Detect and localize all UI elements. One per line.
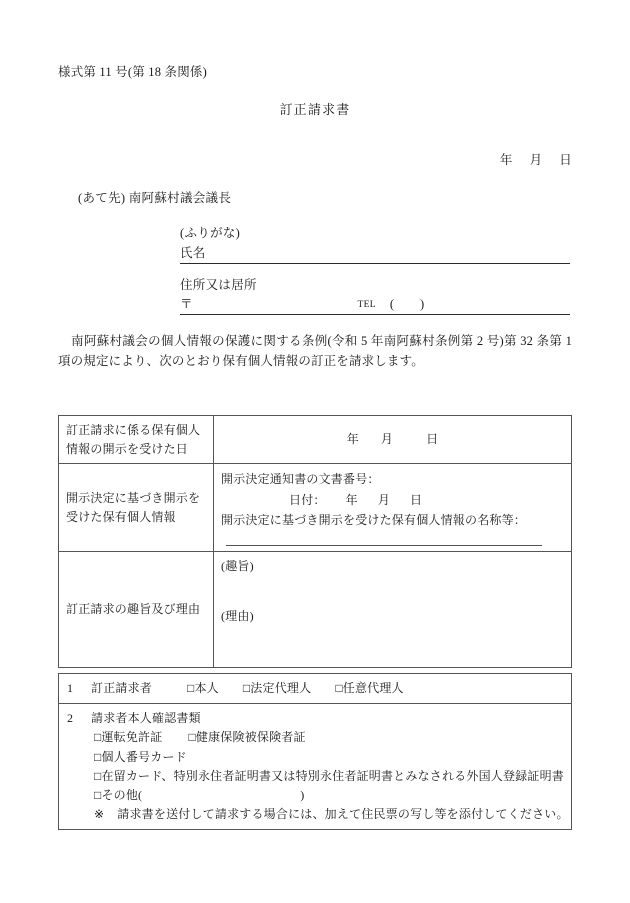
date-line bbox=[0, 150, 572, 168]
identity-documents-cell bbox=[59, 704, 572, 830]
disclosure-date-label: 訂正請求に係る保有個人情報の開示を受けた日 bbox=[59, 416, 214, 464]
postal-code-symbol: 〒 bbox=[180, 297, 193, 311]
checkbox-residence-card[interactable]: □在留カード、特別永住者証明書又は特別永住者証明書とみなされる外国人登録証明書 bbox=[94, 768, 564, 783]
disclosed-info-label: 開示決定に基づき開示を受けた保有個人情報 bbox=[59, 464, 214, 552]
body-paragraph-text: 南阿蘇村議会の個人情報の保護に関する条例(令和 5 年南阿蘇村条例第 2 号)第 32 条第 1 項の規定により、次のとおり保有個人情報の訂正を請求します。 bbox=[58, 334, 572, 369]
date-year-label: 年 bbox=[499, 153, 513, 167]
section2-title: 請求者本人確認書類 bbox=[91, 711, 201, 726]
identity-doc-note bbox=[67, 805, 569, 824]
address-label: 住所又は居所 bbox=[180, 278, 257, 292]
document-title: 訂正請求書 bbox=[279, 102, 351, 117]
requester-type-cell bbox=[59, 674, 572, 704]
form-number: 様式第 11 号(第 18 条関係) bbox=[58, 65, 207, 79]
identity-doc-row-4 bbox=[67, 786, 563, 805]
purpose-write-area[interactable] bbox=[221, 577, 564, 607]
disclosure-day-label: 日 bbox=[426, 432, 439, 447]
decision-date-line bbox=[221, 490, 564, 510]
furigana-label: (ふりがな) bbox=[180, 226, 241, 240]
decision-month-label: 月 bbox=[377, 492, 391, 507]
disclosure-date-value[interactable] bbox=[214, 416, 572, 464]
purpose-reason-value[interactable] bbox=[214, 552, 572, 667]
checkbox-self[interactable]: □本人 bbox=[187, 681, 219, 695]
reason-label: (理由) bbox=[221, 608, 254, 623]
info-name-line bbox=[221, 510, 564, 530]
requester-type-line bbox=[67, 679, 563, 698]
table-row bbox=[59, 416, 572, 464]
section2-number: 2 bbox=[67, 711, 74, 726]
name-label: 氏名 bbox=[180, 246, 206, 260]
main-information-table bbox=[58, 415, 572, 668]
note-mark: ※ bbox=[94, 807, 105, 822]
table-row bbox=[59, 464, 572, 552]
name-field-row[interactable] bbox=[180, 243, 570, 264]
info-name-write-line[interactable] bbox=[226, 532, 542, 546]
tel-paren-close: ) bbox=[420, 297, 425, 311]
address-field-row[interactable] bbox=[180, 294, 570, 315]
identity-doc-row-3 bbox=[67, 767, 563, 786]
disclosure-year-label: 年 bbox=[346, 432, 359, 447]
checkbox-my-number-card[interactable]: □個人番号カード bbox=[94, 749, 187, 764]
decision-date-label: 日付： bbox=[289, 492, 326, 507]
checkbox-voluntary-representative[interactable]: □任意代理人 bbox=[335, 681, 404, 695]
document-number-label: 開示決定通知書の文書番号： bbox=[221, 472, 380, 487]
disclosed-info-value[interactable] bbox=[214, 464, 572, 552]
section1-number: 1 bbox=[67, 681, 74, 695]
note-text: 請求書を送付して請求する場合には、加えて住民票の写し等を添付してください。 bbox=[117, 807, 569, 822]
identity-doc-row-1 bbox=[67, 728, 563, 747]
verification-table bbox=[58, 673, 572, 830]
identity-doc-row-2 bbox=[67, 748, 563, 767]
reason-write-area[interactable] bbox=[221, 626, 564, 662]
body-paragraph bbox=[58, 331, 572, 372]
checkbox-drivers-license[interactable]: □運転免許証 bbox=[94, 730, 163, 745]
disclosure-month-label: 月 bbox=[380, 432, 394, 447]
date-day-label: 日 bbox=[559, 153, 572, 167]
checkbox-other-paren-close: ) bbox=[300, 787, 305, 802]
document-number-line bbox=[221, 469, 564, 489]
tel-paren-open: ( bbox=[389, 297, 394, 311]
table-row bbox=[59, 704, 572, 830]
checkbox-other[interactable]: □その他( bbox=[94, 787, 143, 802]
purpose-label: (趣旨) bbox=[221, 559, 254, 574]
telephone-label: TEL bbox=[357, 300, 376, 310]
section2-title-line bbox=[67, 709, 563, 728]
table-row bbox=[59, 674, 572, 704]
checkbox-health-insurance[interactable]: □健康保険被保険者証 bbox=[188, 730, 306, 745]
decision-year-label: 年 bbox=[345, 492, 358, 507]
decision-day-label: 日 bbox=[410, 492, 423, 507]
purpose-reason-label: 訂正請求の趣旨及び理由 bbox=[59, 552, 214, 667]
info-name-label: 開示決定に基づき開示を受けた保有個人情報の名称等： bbox=[221, 512, 527, 527]
date-month-label: 月 bbox=[529, 153, 543, 167]
table-row bbox=[59, 552, 572, 667]
addressee-line: (あて先) 南阿蘇村議会議長 bbox=[78, 191, 232, 205]
checkbox-legal-representative[interactable]: □法定代理人 bbox=[242, 681, 312, 695]
section1-title: 訂正請求者 bbox=[91, 681, 153, 695]
